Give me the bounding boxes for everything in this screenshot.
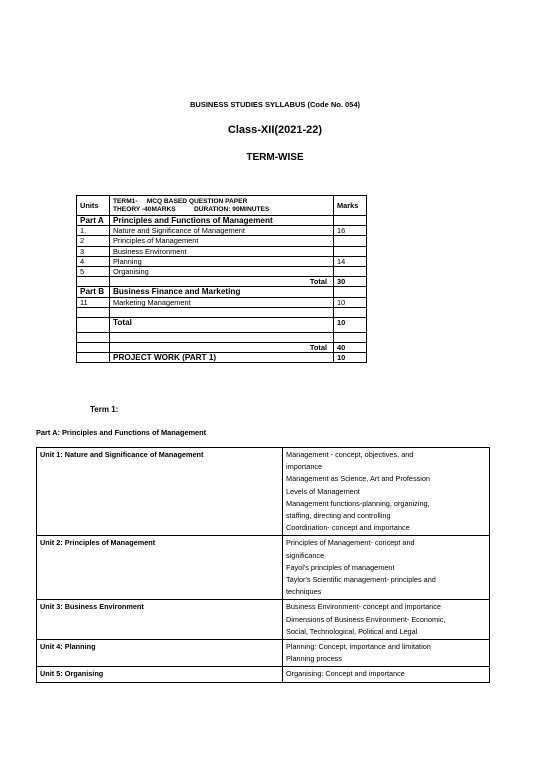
project-row — [77, 353, 367, 363]
unit-topics — [283, 536, 490, 600]
unit-topics — [283, 448, 490, 536]
unit-number: 11 — [77, 297, 110, 307]
part-b-row — [77, 287, 367, 297]
total-a-label: Total — [110, 277, 334, 287]
unit-marks — [334, 236, 367, 246]
unit-name: Business Environment — [110, 246, 334, 256]
table-row — [37, 448, 490, 536]
syllabus-title: BUSINESS STUDIES SYLLABUS (Code No. 054) — [189, 100, 361, 109]
unit-title: Unit 5: Organising — [37, 667, 283, 682]
topic-line: staffing, directing and controlling — [286, 511, 391, 521]
unit-topics — [283, 600, 490, 640]
part-a-heading: Part A: Principles and Functions of Management — [36, 428, 207, 437]
unit-number: 4 — [77, 256, 110, 266]
empty-cell — [110, 307, 334, 317]
term-wise-title: TERM-WISE — [246, 152, 304, 163]
table-row — [37, 536, 490, 600]
unit-topics — [283, 667, 490, 682]
unit-name: Nature and Significance of Management — [110, 226, 334, 236]
empty-cell — [334, 332, 367, 342]
table-row — [77, 236, 367, 246]
empty-cell — [77, 317, 110, 332]
unit-marks — [334, 246, 367, 256]
paper-header — [110, 196, 334, 216]
term-heading: Term 1: — [90, 405, 119, 414]
unit-number: 1. — [77, 226, 110, 236]
empty-cell — [77, 307, 110, 317]
topic-line: Social, Technological, Political and Legal — [286, 626, 418, 636]
topic-line: Taylor's Scientific management- principles and — [286, 575, 436, 585]
topic-line: Management as Science, Art and Profession — [286, 474, 430, 484]
empty-cell — [77, 353, 110, 363]
unit-name: Planning — [110, 256, 334, 266]
total-b-label: Total — [110, 317, 334, 332]
unit-title: Unit 4: Planning — [37, 640, 283, 667]
table-row — [37, 640, 490, 667]
grand-total-value: 40 — [334, 343, 367, 353]
table-row — [77, 246, 367, 256]
class-title: Class-XII(2021-22) — [227, 124, 323, 136]
topic-line: Management - concept, objectives, and — [286, 450, 414, 459]
units-table-header — [77, 196, 367, 216]
project-value: 10 — [334, 353, 367, 363]
unit-marks: 14 — [334, 256, 367, 266]
empty-cell — [77, 343, 110, 353]
unit-number: 2 — [77, 236, 110, 246]
total-a-value: 30 — [334, 277, 367, 287]
part-b-label: Part B — [77, 287, 110, 297]
unit-topics — [283, 640, 490, 667]
empty-cell — [110, 332, 334, 342]
part-a-label: Part A — [77, 216, 110, 226]
topic-line: Principles of Management- concept and — [286, 538, 415, 548]
empty-cell — [77, 332, 110, 342]
total-a-row — [77, 277, 367, 287]
table-row — [37, 600, 490, 640]
topic-line: techniques — [286, 587, 322, 597]
topic-line: Fayol's principles of management — [286, 562, 395, 572]
total-b-value: 10 — [334, 317, 367, 332]
unit-name: Organising — [110, 266, 334, 276]
marks-header: Marks — [334, 196, 367, 216]
empty-cell — [77, 277, 110, 287]
table-row — [77, 297, 367, 307]
unit-marks — [334, 266, 367, 276]
topic-line: Planning process — [286, 654, 342, 664]
part-b-title: Business Finance and Marketing — [110, 287, 334, 297]
part-a-row — [77, 216, 367, 226]
unit-title: Unit 1: Nature and Significance of Management — [37, 448, 283, 536]
topic-line: Dimensions of Business Environment- Economic, — [286, 614, 446, 624]
total-b-row — [77, 317, 367, 332]
topic-line: importance — [286, 462, 323, 472]
paper-header-line2: THEORY -40MARKS DURATION: 90MINUTES — [113, 205, 270, 213]
topic-line: Business Environment- concept and importance — [286, 602, 441, 612]
unit-marks: 10 — [334, 297, 367, 307]
units-marks-table — [76, 195, 367, 363]
table-row — [77, 256, 367, 266]
paper-header-line1: TERM1- MCQ BASED QUESTION PAPER — [113, 198, 248, 205]
part-a-title: Principles and Functions of Management — [110, 216, 334, 226]
empty-row — [77, 307, 367, 317]
topic-line: Organising: Concept and importance — [286, 669, 405, 679]
table-row — [37, 667, 490, 682]
unit-detail-table — [36, 447, 490, 683]
topic-line: Coordination- concept and importance — [286, 523, 410, 533]
grand-total-row — [77, 343, 367, 353]
unit-name: Principles of Management — [110, 236, 334, 246]
table-row — [77, 266, 367, 276]
topic-line: Levels of Management — [286, 486, 360, 496]
project-label: PROJECT WORK (PART 1) — [110, 353, 334, 363]
topic-line: Management functions-planning, organizing, — [286, 498, 430, 508]
empty-cell — [334, 287, 367, 297]
unit-title: Unit 2: Principles of Management — [37, 536, 283, 600]
unit-name: Marketing Management — [110, 297, 334, 307]
empty-cell — [334, 307, 367, 317]
unit-number: 3 — [77, 246, 110, 256]
table-row — [77, 226, 367, 236]
units-header: Units — [77, 196, 110, 216]
topic-line: significance — [286, 550, 325, 560]
unit-number: 5 — [77, 266, 110, 276]
unit-title: Unit 3: Business Environment — [37, 600, 283, 640]
empty-cell — [334, 216, 367, 226]
empty-row — [77, 332, 367, 342]
unit-marks: 16 — [334, 226, 367, 236]
grand-total-label: Total — [110, 343, 334, 353]
topic-line: Planning: Concept, importance and limitation — [286, 642, 431, 652]
